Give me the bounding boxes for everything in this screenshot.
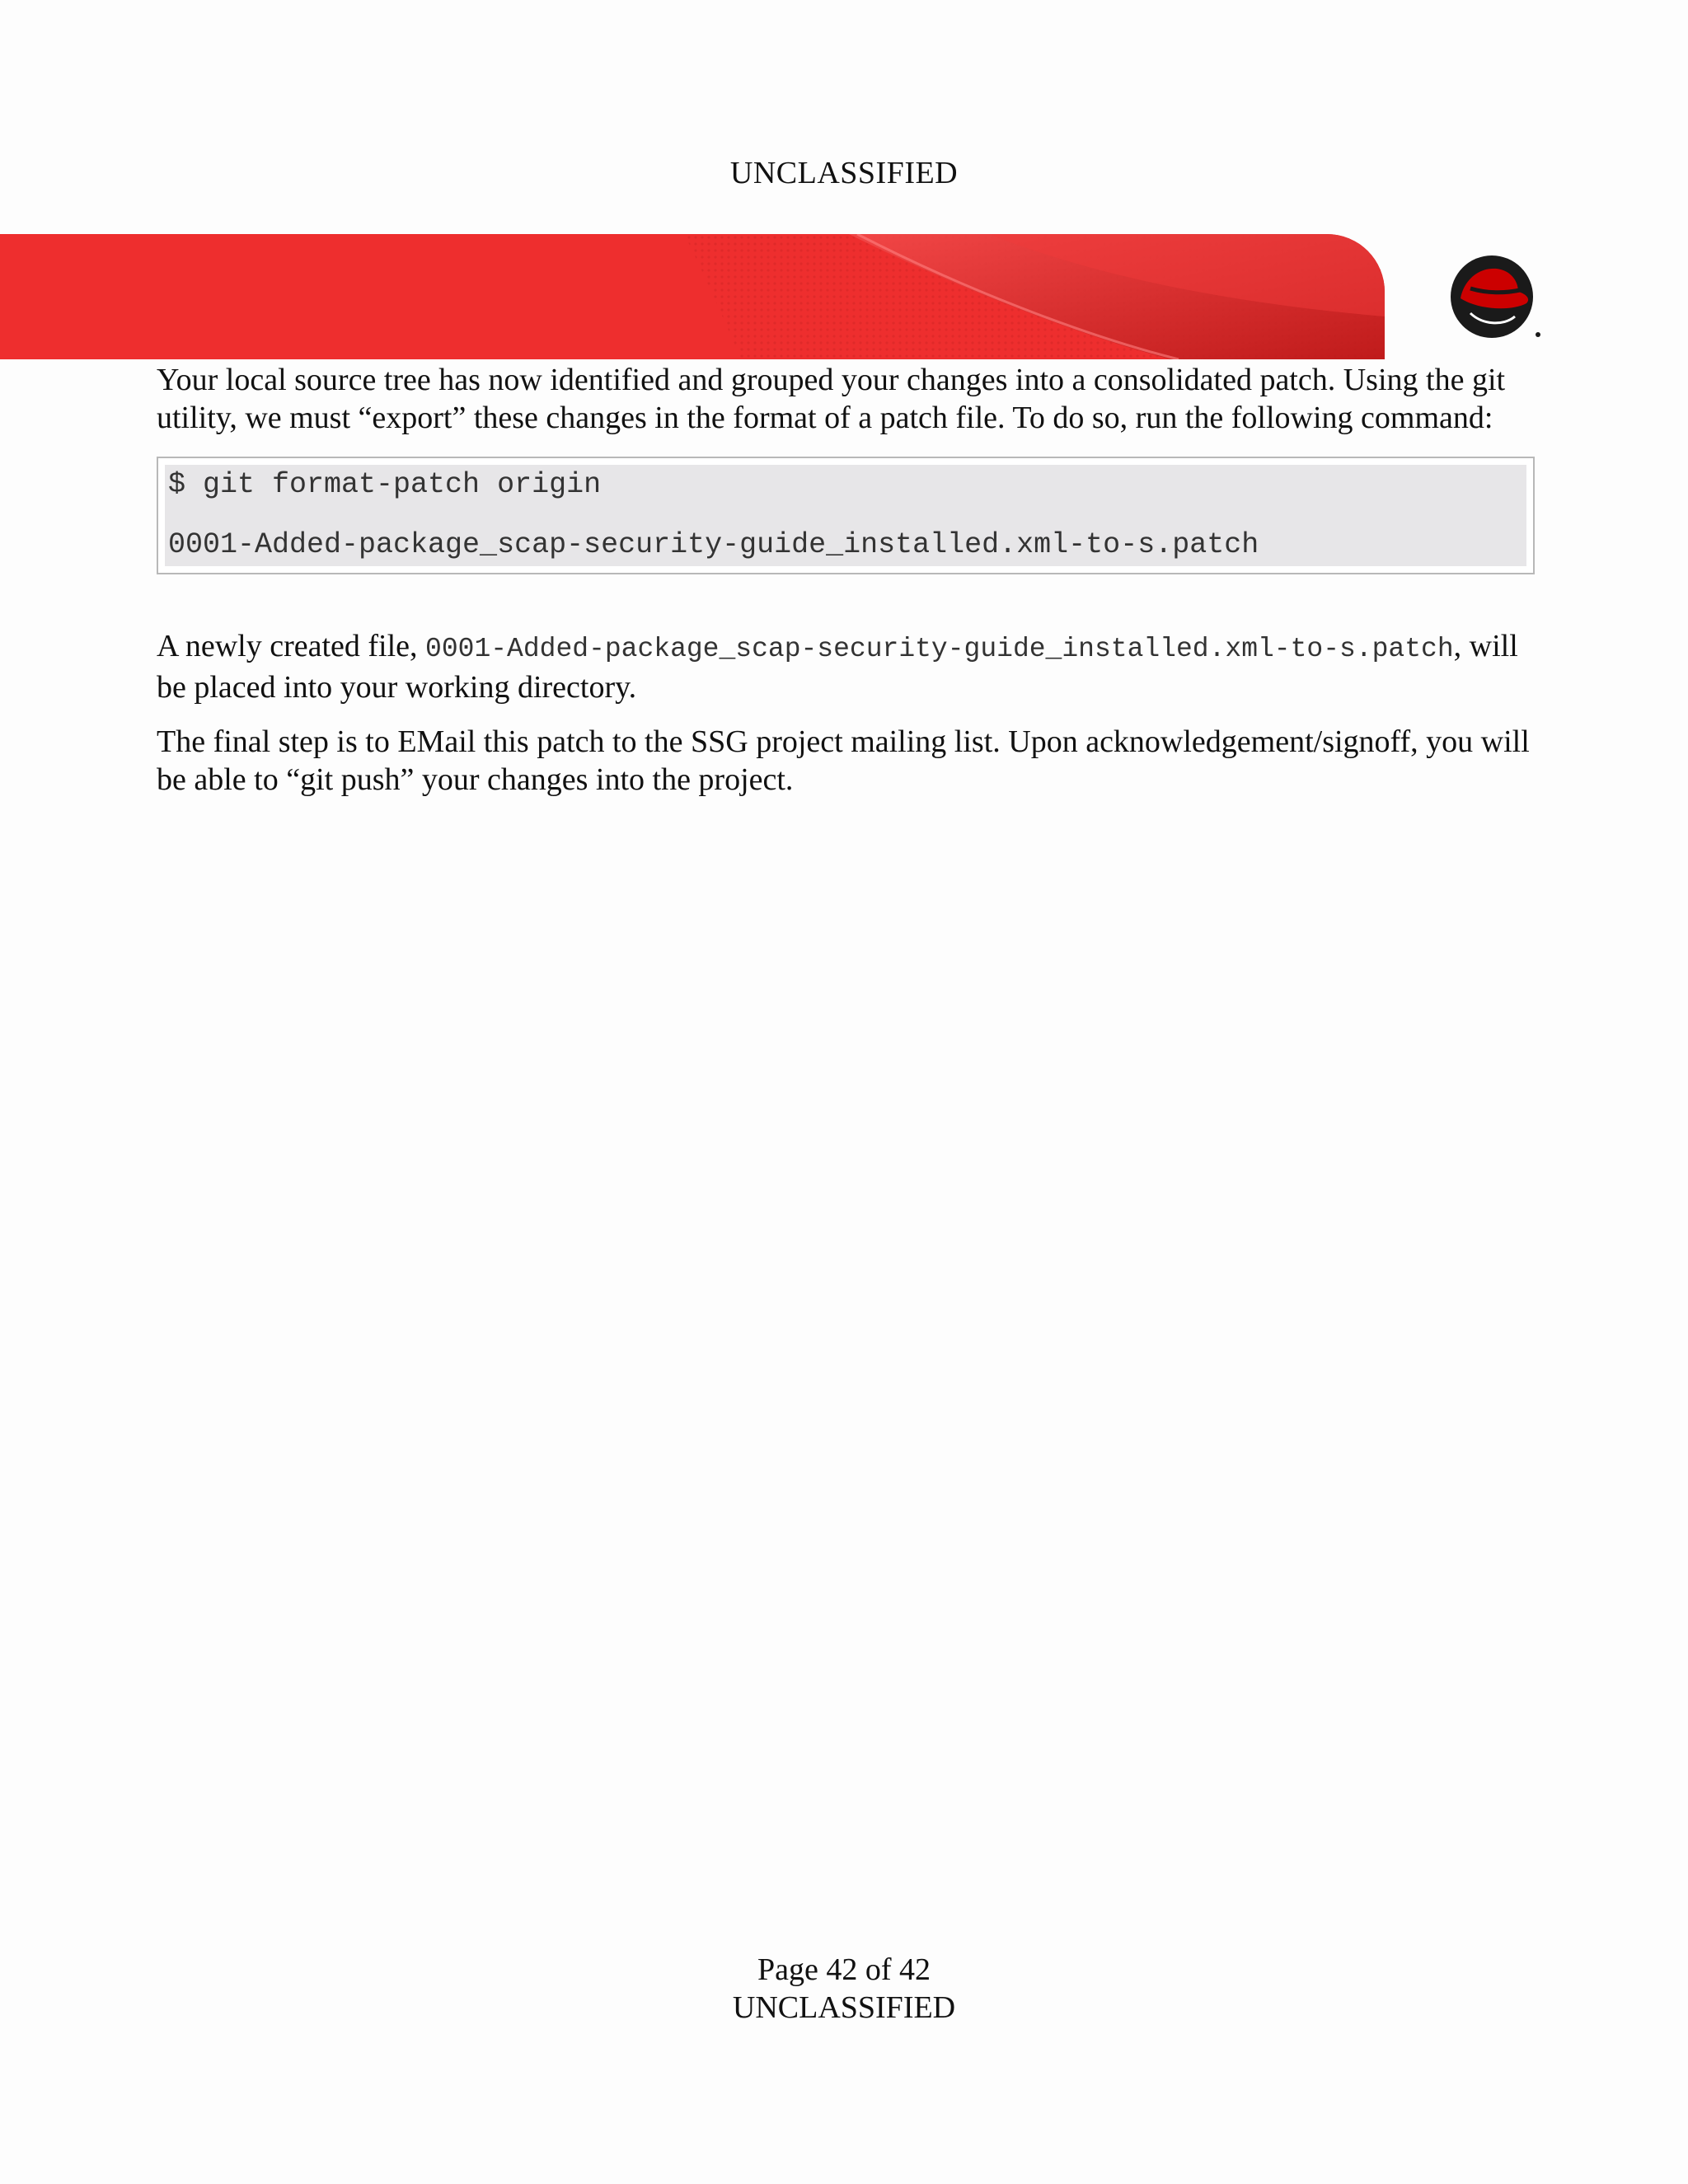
footer-classification: UNCLASSIFIED [732,1990,956,2025]
file-created-suffix: , will be placed into your working directory. [157,629,1518,705]
page-footer [0,1951,1688,2027]
code-line-output: 0001-Added-package_scap-security-guide_installed.xml-to-s.patch [168,528,1259,561]
file-created-prefix: A newly created file, [157,629,426,663]
file-created-paragraph [157,627,1535,706]
code-line-command: $ git format-patch origin [168,468,602,501]
red-hat-shadowman-icon [1446,255,1545,341]
final-step-paragraph: The final step is to EMail this patch to the SSG project mailing list. Upon acknowledgement/signoff, you will be able to “git push” your changes into the project. [157,724,1530,797]
intro-paragraph: Your local source tree has now identified and grouped your changes into a consolidated patch. Using the git utility, we must “export” these changes in the format of a patch file. To do so, run the following command: [157,363,1506,435]
page-number: Page 42 of 42 [757,1952,931,1987]
code-block [157,457,1535,574]
document-body [157,361,1535,799]
header-classification: UNCLASSIFIED [729,156,959,190]
header-banner [0,234,1385,359]
patch-filename: 0001-Added-package_scap-security-guide_installed.xml-to-s.patch [425,634,1454,664]
